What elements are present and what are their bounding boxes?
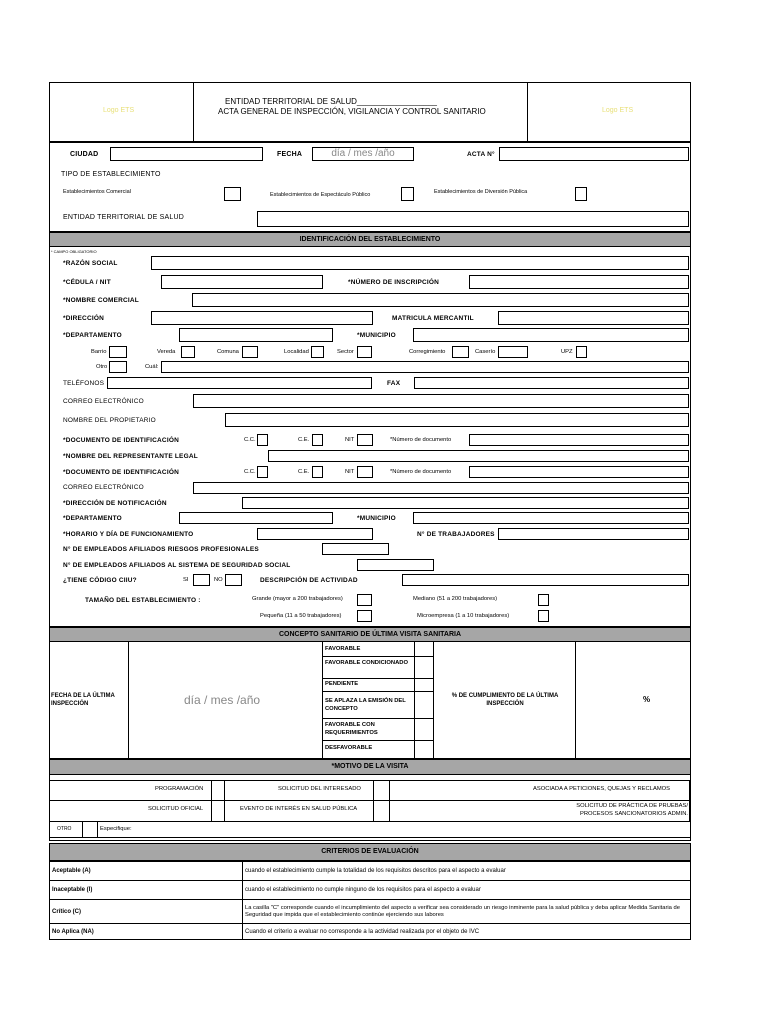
motivo-vline-5 [689,781,690,821]
header-line2: ACTA GENERAL DE INSPECCIÓN, VIGILANCIA Y CONTROL SANITARIO [218,107,486,116]
inscripcion-input[interactable] [469,275,689,289]
nombre-comercial-label: *NOMBRE COMERCIAL [63,297,139,304]
representante-label: *NOMBRE DEL REPRESENTANTE LEGAL [63,453,198,460]
departamento2-input[interactable] [179,512,333,524]
no-checkbox[interactable] [225,574,242,586]
logo-left: Logo ETS [103,107,135,114]
ce-label: C.E. [298,437,310,443]
entidad-label: ENTIDAD TERRITORIAL DE SALUD [63,214,184,221]
nit2-label: NIT [345,469,355,475]
si-checkbox[interactable] [193,574,210,586]
fecha-placeholder: día / mes /año [331,148,395,159]
motivo-hline-1 [49,780,691,781]
trabajadores-input[interactable] [498,528,689,540]
cedula-input[interactable] [161,275,323,289]
matricula-label: MATRICULA MERCANTIL [392,315,474,322]
motivo-interesado[interactable]: SOLICITUD DEL INTERESADO [278,786,361,792]
num-doc2-input[interactable] [469,466,689,478]
nombre-comercial-input[interactable] [192,293,689,307]
motivo-vline-3 [373,781,374,821]
tipo-espectaculo-checkbox[interactable] [401,187,414,201]
otro-label: Otro [96,364,108,370]
concepto-hline-5 [322,740,434,741]
num-doc2-label: *Número de documento [390,469,452,475]
criterio-name: No Aplica (NA) [50,924,243,940]
tipo-espectaculo-label: Establecimientos de Espectáculo Público [270,192,371,198]
acta-label: ACTA N° [467,151,495,158]
doc-id2-label: *DOCUMENTO DE IDENTIFICACIÓN [63,469,179,476]
sector-label: Sector [337,349,354,355]
dir-notif-input[interactable] [242,497,689,509]
ce2-label: C.E. [298,469,310,475]
motivo-vline-7 [97,822,98,837]
concepto-opt-aplaza: SE APLAZA LA EMISIÓN DEL CONCEPTO [325,698,406,712]
correo2-label: CORREO ELECTRÓNICO [63,484,144,491]
ce2-checkbox[interactable] [312,466,323,478]
horario-label: *HORARIO Y DÍA DE FUNCIONAMIENTO [63,531,194,538]
nit-checkbox[interactable] [357,434,373,446]
motivo-vline-1 [211,781,212,821]
concepto-opt-favorable: FAVORABLE [325,646,361,652]
cual-input[interactable] [161,361,689,373]
caserio-label: Caserío [475,349,496,355]
propietario-input[interactable] [225,413,689,427]
seguridad-label: N° DE EMPLEADOS AFILIADOS AL SISTEMA DE SEGURIDAD SOCIAL [63,562,291,569]
criterio-name: Inaceptable (I) [50,881,243,900]
motivo-vline-6 [82,822,83,837]
criterio-name: Aceptable (A) [50,862,243,881]
ciiu-label: ¿TIENE CÓDIGO CIIU? [63,577,137,584]
acta-input[interactable] [499,147,689,161]
motivo-programacion[interactable]: PROGRAMACIÓN [155,786,204,792]
concepto-hline-2 [322,678,434,679]
mediano-label: Mediano (51 a 200 trabajadores) [413,596,498,602]
fax-input[interactable] [414,377,689,389]
criterio-row [50,900,691,924]
tipo-comercial-checkbox[interactable] [224,187,241,201]
tipo-diversion-checkbox[interactable] [575,187,587,201]
fecha-input[interactable] [312,147,414,161]
concepto-hline-1 [322,656,434,657]
localidad-checkbox[interactable] [311,346,324,358]
tipo-comercial-label: Establecimientos Comercial [63,189,131,195]
concepto-opt-pendiente: PENDIENTE [325,681,359,687]
concepto-opt-desfavorable: DESFAVORABLE [325,745,373,751]
criterios-title: CRITERIOS DE EVALUACIÓN [49,843,691,861]
upz-checkbox[interactable] [576,346,587,358]
razon-input[interactable] [151,256,689,270]
motivo-oficial[interactable]: SOLICITUD OFICIAL [148,806,204,812]
motivo-hline-2 [49,800,691,801]
correo2-input[interactable] [193,482,689,494]
municipio-label: *MUNICIPIO [357,332,396,339]
razon-label: *RAZÓN SOCIAL [63,260,118,267]
departamento-label: *DEPARTAMENTO [63,332,122,339]
corregimiento-label: Corregimiento [409,349,446,355]
inscripcion-label: *NÚMERO DE INSCRIPCIÓN [348,279,440,286]
direccion-input[interactable] [151,311,373,325]
micro-label: Microempresa (1 a 10 trabajadores) [417,613,510,619]
nit2-checkbox[interactable] [357,466,373,478]
concepto-title: CONCEPTO SANITARIO DE ÚLTIMA VISITA SANITARIA [49,627,691,642]
vereda-label: Vereda [157,349,176,355]
seguridad-input[interactable] [357,559,434,571]
num-doc-input[interactable] [469,434,689,446]
cc-checkbox[interactable] [257,434,268,446]
correo-input[interactable] [193,394,689,408]
localidad-label: Localidad [284,349,309,355]
municipio2-input[interactable] [413,512,689,524]
tamano-label: TAMAÑO DEL ESTABLECIMIENTO : [85,597,201,604]
micro-checkbox[interactable] [538,610,549,622]
cumplimiento-percent[interactable]: % [643,695,651,704]
concepto-vline-3 [414,642,415,759]
obligatorio-note: * CAMPO OBLIGATORIO [51,249,97,254]
fax-label: FAX [387,380,401,387]
motivo-otro[interactable]: OTRO [57,826,72,832]
si-label: SI [183,577,189,583]
concepto-vline-2 [322,642,323,759]
criterio-desc: cuando el establecimiento no cumple ninguno de los requisitos para el aspecto a evaluar [243,881,691,900]
departamento2-label: *DEPARTAMENTO [63,515,122,522]
fecha-ultima-label: FECHA DE LA ÚLTIMA INSPECCIÓN [51,693,115,707]
motivo-peticiones[interactable]: ASOCIADA A PETICIONES, QUEJAS Y RECLAMOS [533,786,671,792]
fecha-label: FECHA [277,151,303,158]
concepto-hline-3 [322,691,434,692]
barrio-checkbox[interactable] [109,346,127,358]
municipio-input[interactable] [413,328,689,342]
criterio-row [50,924,691,940]
cual-label: Cuál: [145,364,159,370]
actividad-label: DESCRIPCIÓN DE ACTIVIDAD [260,577,358,584]
departamento-input[interactable] [179,328,333,342]
ciudad-input[interactable] [110,147,263,161]
comuna-checkbox[interactable] [242,346,258,358]
representante-input[interactable] [268,450,689,462]
dir-notif-label: *DIRECCIÓN DE NOTIFICACIÓN [63,500,167,507]
ce-checkbox[interactable] [312,434,323,446]
num-doc-label: *Número de documento [390,437,452,443]
telefonos-label: TELÉFONOS [63,380,105,387]
telefonos-input[interactable] [107,377,372,389]
criterio-row [50,862,691,881]
motivo-practica[interactable]: SOLICITUD DE PRÁCTICA DE PRUEBAS/ PROCESOS SANCIONATORIOS ADMIN. [576,803,688,817]
concepto-opt-condicionado: FAVORABLE CONDICIONADO [325,660,408,666]
motivo-hline-4 [49,837,691,838]
concepto-vline-4 [433,642,434,759]
grande-checkbox[interactable] [357,594,372,606]
motivo-vline-4 [389,781,390,821]
mediano-checkbox[interactable] [538,594,549,606]
motivo-especifique[interactable]: Especifique: [100,826,132,832]
horario-input[interactable] [257,528,373,540]
entidad-input[interactable] [257,211,689,227]
direccion-label: *DIRECCIÓN [63,315,105,322]
caserio-checkbox[interactable] [498,346,528,358]
tipo-diversion-label: Establecimientos de Diversión Pública [434,189,528,195]
concepto-vline-1 [128,642,129,759]
ciudad-label: CIUDAD [70,151,99,158]
pequena-checkbox[interactable] [357,610,372,622]
concepto-hline-4 [322,718,434,719]
criterios-table [49,861,691,940]
pequena-label: Pequeña (11 a 50 trabajadores) [260,613,342,619]
nit-label: NIT [345,437,355,443]
ident-title: IDENTIFICACIÓN DEL ESTABLECIMIENTO [49,232,691,247]
comuna-label: Comuna [217,349,239,355]
criterio-name: Crítico (C) [50,900,243,924]
tipo-label: TIPO DE ESTABLECIMIENTO [61,171,161,178]
municipio2-label: *MUNICIPIO [357,515,396,522]
fecha-ultima-input[interactable]: día / mes /año [184,693,261,707]
motivo-hline-3 [49,821,691,822]
criterio-desc: La casilla "C" corresponde cuando el incumplimiento del aspecto a verificar sea considerado un riesgo inminente para la salud pública y deba aplicar Medida Sanitaria de Seguridad que impida que el establecimiento continúe ejerciendo sus labores [243,900,691,924]
concepto-vline-5 [575,642,576,759]
criterio-desc: Cuando el criterio a evaluar no corresponde a la actividad realizada por el objeto de IVC [243,924,691,940]
correo-label: CORREO ELECTRÓNICO [63,398,144,405]
concepto-opt-requerimientos: FAVORABLE CON REQUERIMIENTOS [325,722,378,736]
cc-label: C.C. [244,437,256,443]
cc2-label: C.C. [244,469,256,475]
no-label: NO [214,577,223,583]
vereda-checkbox[interactable] [181,346,195,358]
cedula-label: *CÉDULA / NIT [63,279,111,286]
header-line1: ENTIDAD TERRITORIAL DE SALUD__________________ [225,97,437,106]
otro-checkbox[interactable] [109,361,127,373]
riesgos-input[interactable] [322,543,389,555]
sector-checkbox[interactable] [357,346,372,358]
criterio-desc: cuando el establecimiento cumple la totalidad de los requisitos descritos para el aspecto a evaluar [243,862,691,881]
riesgos-label: N° DE EMPLEADOS AFILIADOS RIESGOS PROFESIONALES [63,546,259,553]
cumplimiento-label: % DE CUMPLIMIENTO DE LA ÚLTIMA INSPECCIÓN [451,693,559,707]
trabajadores-label: N° DE TRABAJADORES [417,531,495,538]
motivo-vline-2 [224,781,225,821]
grande-label: Grande (mayor a 200 trabajadores) [252,596,343,602]
propietario-label: NOMBRE DEL PROPIETARIO [63,417,156,424]
upz-label: UPZ [561,349,573,355]
doc-id-label: *DOCUMENTO DE IDENTIFICACIÓN [63,437,179,444]
actividad-input[interactable] [402,574,689,586]
corregimiento-checkbox[interactable] [452,346,469,358]
cc2-checkbox[interactable] [257,466,268,478]
motivo-title: *MOTIVO DE LA VISITA [49,759,691,775]
matricula-input[interactable] [498,311,689,325]
criterio-row [50,881,691,900]
logo-right: Logo ETS [602,107,634,114]
motivo-evento[interactable]: EVENTO DE INTERÉS EN SALUD PÚBLICA [240,806,358,812]
barrio-label: Barrio [91,349,107,355]
